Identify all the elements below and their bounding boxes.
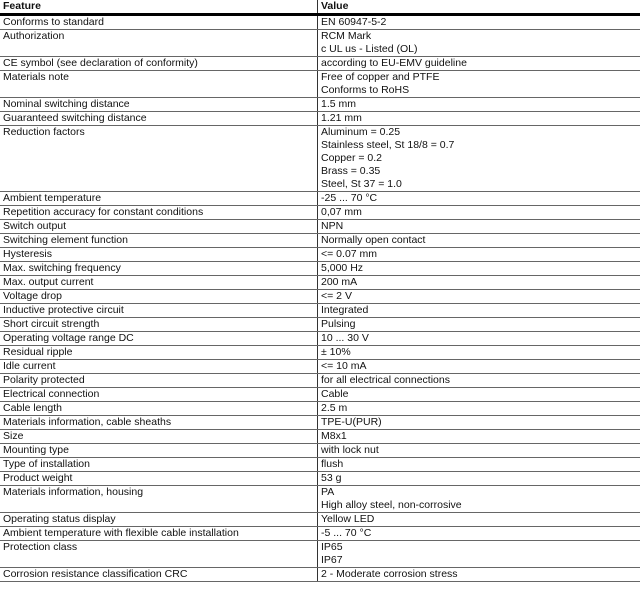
table-row [0, 112, 640, 126]
table-row [0, 98, 640, 112]
value-text: Yellow LED [321, 513, 375, 525]
feature-cell [0, 220, 317, 233]
feature-label: Product weight [3, 472, 73, 484]
feature-cell [0, 71, 317, 97]
table-row [0, 276, 640, 290]
table-row [0, 71, 640, 98]
feature-label: Switch output [3, 220, 67, 232]
value-text: Cable [321, 388, 349, 400]
table-row [0, 402, 640, 416]
value-text: ± 10% [321, 346, 351, 358]
table-row [0, 248, 640, 262]
value-text: <= 0.07 mm [321, 248, 378, 260]
feature-cell [0, 430, 317, 443]
feature-label: Materials note [3, 71, 69, 83]
value-cell [317, 568, 640, 581]
value-cell [317, 513, 640, 526]
table-header [0, 0, 640, 16]
value-text: Integrated [321, 304, 369, 316]
value-text: PA [321, 486, 335, 498]
feature-cell [0, 304, 317, 317]
feature-label: Inductive protective circuit [3, 304, 124, 316]
feature-label: Voltage drop [3, 290, 62, 302]
value-text: NPN [321, 220, 344, 232]
table-row [0, 126, 640, 192]
feature-label: Ambient temperature [3, 192, 102, 204]
value-cell [317, 486, 640, 512]
feature-label: Max. output current [3, 276, 94, 288]
value-cell [317, 16, 640, 29]
value-text: c UL us - Listed (OL) [321, 43, 418, 55]
feature-cell [0, 541, 317, 567]
feature-label: Size [3, 430, 24, 442]
feature-label: Electrical connection [3, 388, 100, 400]
table-row [0, 290, 640, 304]
value-cell [317, 402, 640, 415]
feature-label: Max. switching frequency [3, 262, 121, 274]
value-cell [317, 444, 640, 457]
value-cell [317, 360, 640, 373]
value-text: 53 g [321, 472, 342, 484]
feature-label: Corrosion resistance classification CRC [3, 568, 188, 580]
feature-label: CE symbol (see declaration of conformity) [3, 57, 198, 69]
value-cell [317, 332, 640, 345]
feature-cell [0, 276, 317, 289]
value-text: for all electrical connections [321, 374, 450, 386]
table-row [0, 304, 640, 318]
value-cell [317, 30, 640, 56]
value-cell [317, 71, 640, 97]
feature-label: Operating status display [3, 513, 116, 525]
value-text: 200 mA [321, 276, 358, 288]
value-cell [317, 527, 640, 540]
feature-cell [0, 388, 317, 401]
value-text: 1.5 mm [321, 98, 357, 110]
feature-label: Residual ripple [3, 346, 73, 358]
feature-cell [0, 57, 317, 70]
feature-cell [0, 248, 317, 261]
value-cell [317, 346, 640, 359]
value-text: -25 ... 70 °C [321, 192, 378, 204]
table-row [0, 472, 640, 486]
feature-cell [0, 112, 317, 125]
feature-label: Mounting type [3, 444, 69, 456]
table-row [0, 374, 640, 388]
value-cell [317, 458, 640, 471]
value-text: 2 - Moderate corrosion stress [321, 568, 458, 580]
table-row [0, 541, 640, 568]
value-cell [317, 234, 640, 247]
feature-label: Nominal switching distance [3, 98, 130, 110]
value-cell [317, 318, 640, 331]
table-row [0, 30, 640, 57]
value-cell [317, 126, 640, 191]
table-row [0, 16, 640, 30]
feature-cell [0, 262, 317, 275]
feature-label: Protection class [3, 541, 78, 553]
table-row [0, 527, 640, 541]
value-text: Brass = 0.35 [321, 165, 381, 177]
feature-cell [0, 458, 317, 471]
value-text: 10 ... 30 V [321, 332, 369, 344]
value-cell [317, 57, 640, 70]
table-row [0, 220, 640, 234]
value-text: IP65 [321, 541, 343, 553]
table-row [0, 206, 640, 220]
table-row [0, 346, 640, 360]
value-cell [317, 262, 640, 275]
table-row [0, 444, 640, 458]
value-text: EN 60947-5-2 [321, 16, 387, 28]
value-cell [317, 276, 640, 289]
value-text: <= 2 V [321, 290, 352, 302]
feature-cell [0, 234, 317, 247]
value-text: High alloy steel, non-corrosive [321, 499, 462, 511]
feature-cell [0, 126, 317, 191]
value-text: flush [321, 458, 344, 470]
header-feature: Feature [3, 0, 41, 12]
table-row [0, 486, 640, 513]
feature-cell [0, 192, 317, 205]
feature-cell [0, 332, 317, 345]
feature-cell [0, 513, 317, 526]
feature-label: Reduction factors [3, 126, 85, 138]
feature-cell [0, 290, 317, 303]
value-text: TPE-U(PUR) [321, 416, 382, 428]
table-row [0, 318, 640, 332]
value-cell [317, 541, 640, 567]
table-row [0, 262, 640, 276]
value-text: <= 10 mA [321, 360, 367, 372]
feature-label: Idle current [3, 360, 56, 372]
feature-cell [0, 416, 317, 429]
table-body [0, 16, 640, 582]
value-cell [317, 416, 640, 429]
feature-cell [0, 486, 317, 512]
value-cell [317, 430, 640, 443]
value-text: Pulsing [321, 318, 356, 330]
feature-label: Guaranteed switching distance [3, 112, 147, 124]
value-cell [317, 220, 640, 233]
value-cell [317, 290, 640, 303]
value-text: Aluminum = 0.25 [321, 126, 401, 138]
feature-cell [0, 360, 317, 373]
feature-label: Short circuit strength [3, 318, 100, 330]
table-row [0, 416, 640, 430]
value-cell [317, 192, 640, 205]
feature-cell [0, 374, 317, 387]
feature-label: Polarity protected [3, 374, 85, 386]
value-text: 2.5 m [321, 402, 348, 414]
feature-cell [0, 346, 317, 359]
table-row [0, 513, 640, 527]
table-row [0, 192, 640, 206]
value-text: IP67 [321, 554, 343, 566]
table-row [0, 388, 640, 402]
feature-label: Type of installation [3, 458, 90, 470]
value-cell [317, 472, 640, 485]
value-cell [317, 112, 640, 125]
feature-cell [0, 206, 317, 219]
value-text: 0,07 mm [321, 206, 362, 218]
value-text: with lock nut [321, 444, 379, 456]
feature-cell [0, 472, 317, 485]
value-cell [317, 304, 640, 317]
value-text: Copper = 0.2 [321, 152, 383, 164]
feature-label: Switching element function [3, 234, 128, 246]
value-cell [317, 388, 640, 401]
feature-cell [0, 16, 317, 29]
feature-label: Materials information, cable sheaths [3, 416, 172, 428]
value-text: 5,000 Hz [321, 262, 364, 274]
table-row [0, 458, 640, 472]
value-text: -5 ... 70 °C [321, 527, 372, 539]
table-row [0, 360, 640, 374]
feature-label: Repetition accuracy for constant conditions [3, 206, 204, 218]
feature-cell [0, 98, 317, 111]
value-text: M8x1 [321, 430, 347, 442]
value-text: 1.21 mm [321, 112, 362, 124]
feature-label: Authorization [3, 30, 65, 42]
feature-label: Materials information, housing [3, 486, 144, 498]
feature-cell [0, 527, 317, 540]
feature-label: Ambient temperature with flexible cable installation [3, 527, 239, 539]
value-text: Free of copper and PTFE [321, 71, 440, 83]
value-cell [317, 98, 640, 111]
feature-label: Conforms to standard [3, 16, 104, 28]
value-cell [317, 374, 640, 387]
value-text: RCM Mark [321, 30, 372, 42]
table-row [0, 568, 640, 582]
value-text: according to EU-EMV guideline [321, 57, 467, 69]
feature-cell [0, 30, 317, 56]
table-row [0, 332, 640, 346]
table-row [0, 57, 640, 71]
header-value: Value [317, 0, 640, 13]
feature-label: Hysteresis [3, 248, 53, 260]
feature-label: Operating voltage range DC [3, 332, 134, 344]
value-cell [317, 206, 640, 219]
value-text: Normally open contact [321, 234, 426, 246]
table-row [0, 430, 640, 444]
value-text: Steel, St 37 = 1.0 [321, 178, 402, 190]
feature-label: Cable length [3, 402, 62, 414]
feature-cell [0, 318, 317, 331]
value-cell [317, 248, 640, 261]
feature-cell [0, 402, 317, 415]
feature-cell [0, 568, 317, 581]
feature-cell [0, 444, 317, 457]
table-row [0, 234, 640, 248]
value-text: Stainless steel, St 18/8 = 0.7 [321, 139, 455, 151]
value-text: Conforms to RoHS [321, 84, 410, 96]
